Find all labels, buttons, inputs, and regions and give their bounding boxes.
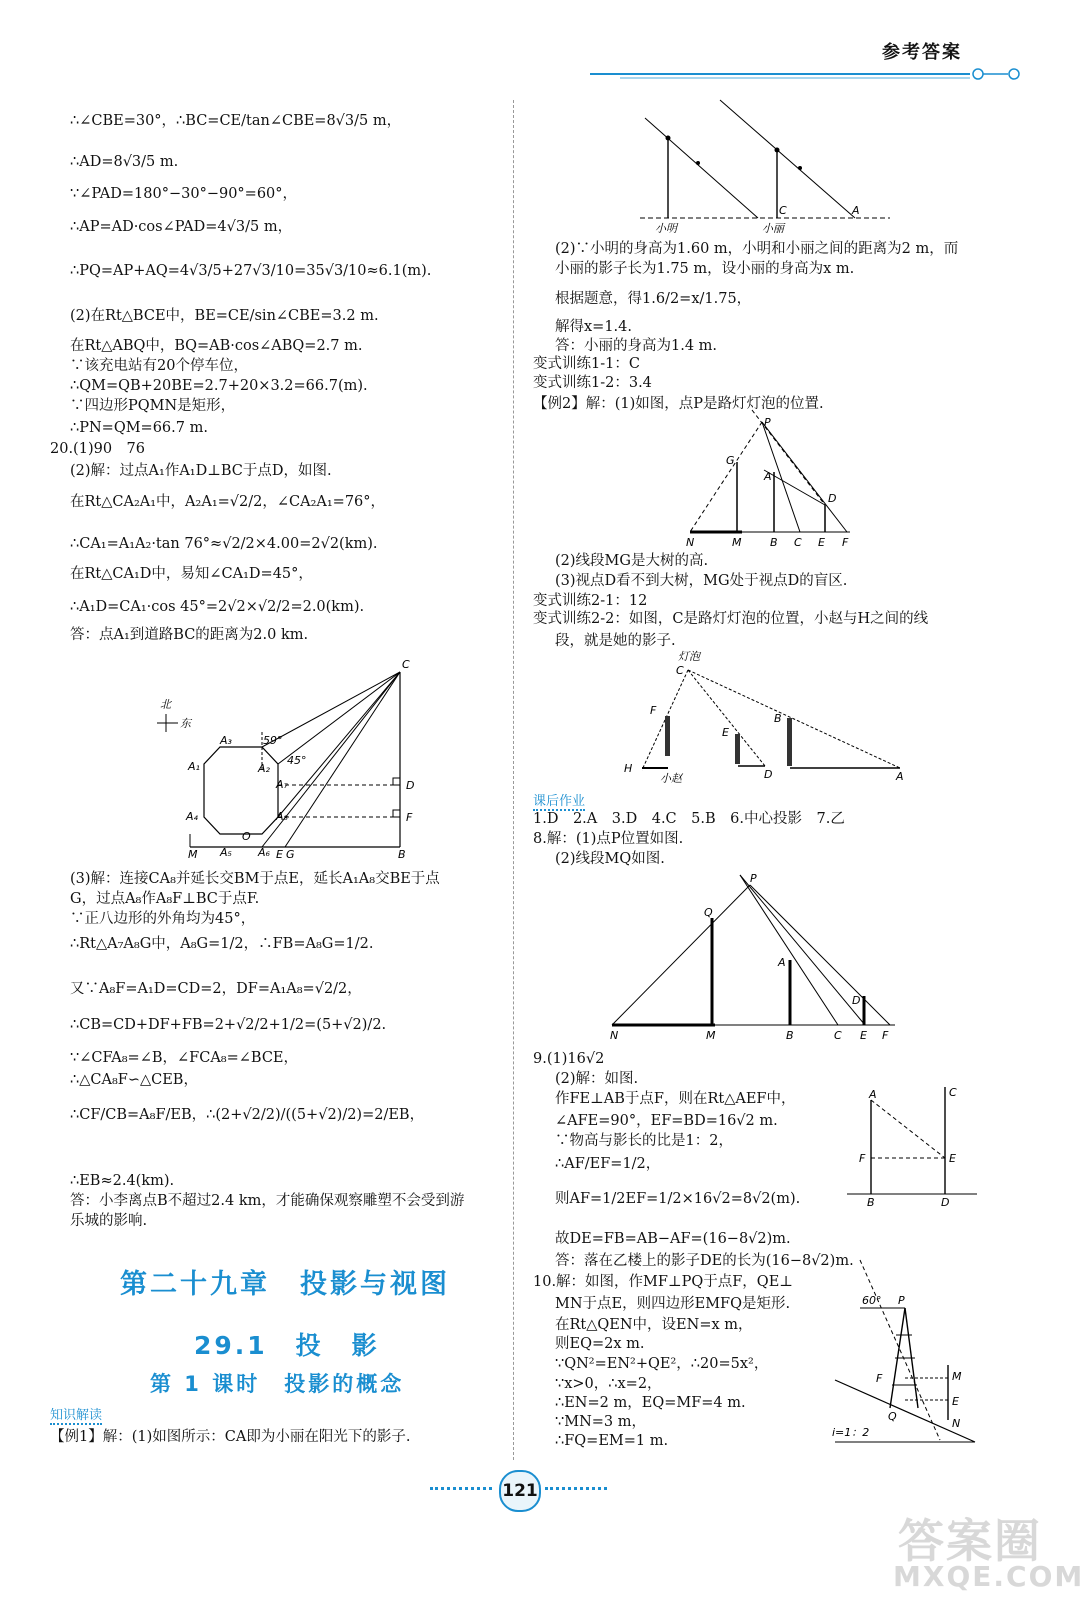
left-line: ∵∠PAD=180°−30°−90°=60°，	[70, 186, 298, 202]
fig-label: A₁	[188, 760, 200, 773]
fig-label: P	[764, 416, 771, 429]
figure-shadow-sun	[640, 100, 900, 235]
fig-label: N	[952, 1417, 961, 1430]
fig-label: C	[676, 664, 684, 677]
fig-label: 59°	[263, 734, 283, 747]
left-line: 在Rt△ABQ中，BQ=AB·cos∠ABQ=2.7 m.	[70, 338, 363, 354]
fig-label: E	[722, 726, 729, 739]
left-line: ∵∠CFA₈=∠B，∠FCA₈=∠BCE，	[70, 1050, 298, 1066]
fig-label: D	[941, 1196, 950, 1209]
right-line: (3)视点D看不到大树，MG处于视点D的盲区.	[555, 573, 848, 589]
right-line: 10.解：如图，作MF⊥PQ于点F，QE⊥	[533, 1274, 793, 1290]
fig-label: B	[774, 712, 782, 725]
right-line: 变式训练1-2：3.4	[533, 375, 652, 391]
fig-label: B	[786, 1029, 794, 1042]
left-line: ∴△CA₈F∽△CEB，	[70, 1072, 198, 1088]
left-line: 答：小李离点B不超过2.4 km，才能确保观察雕塑不会受到游	[70, 1193, 465, 1209]
fig-label: M	[732, 536, 742, 549]
right-line: 8.解：(1)点P位置如图.	[533, 831, 684, 847]
fig-label: A	[852, 204, 860, 217]
right-line: 则EQ=2x m.	[555, 1336, 645, 1352]
right-line: ∴AF/EF=1/2，	[555, 1156, 661, 1172]
fig-label: C	[834, 1029, 842, 1042]
fig-label: D	[764, 768, 773, 781]
right-line: (2)解：如图.	[555, 1071, 639, 1087]
left-line: ∴CB=CD+DF+FB=2+√2/2+1/2=(5+√2)/2.	[70, 1017, 387, 1033]
fig-label: F	[876, 1372, 883, 1385]
right-line: 小丽的影子长为1.75 m，设小丽的身高为x m.	[555, 261, 855, 277]
footer-dots-left	[430, 1487, 492, 1490]
header-rule	[590, 62, 1030, 82]
fig-label: Q	[704, 906, 713, 919]
fig-label: 小明	[655, 222, 677, 235]
fig-label: M	[952, 1370, 962, 1383]
fig-label: E	[952, 1395, 959, 1408]
header-title: 参考答案	[882, 42, 962, 63]
fig-label: C	[794, 536, 802, 549]
fig-label: A₇	[276, 778, 288, 791]
fig-label: 东	[180, 717, 191, 730]
right-line: 【例2】解：(1)如图，点P是路灯灯泡的位置.	[533, 396, 824, 412]
right-line: (2)线段MG是大树的高.	[555, 553, 709, 569]
fig-label: 小赵	[660, 772, 682, 785]
fig-label: A	[896, 770, 904, 783]
left-line: ∴PQ=AP+AQ=4√3/5+27√3/10=35√3/10≈6.1(m).	[70, 263, 432, 279]
fig-label: N	[610, 1029, 619, 1042]
fig-label: G	[726, 454, 735, 467]
left-line: 答：点A₁到道路BC的距离为2.0 km.	[70, 627, 309, 643]
left-line: G，过点A₈作A₈F⊥BC于点F.	[70, 891, 260, 907]
fig-label: C	[779, 204, 787, 217]
fig-label: F	[406, 811, 413, 824]
right-line: 变式训练2-1：12	[533, 593, 648, 609]
left-line: 又∵A₈F=A₁D=CD=2，DF=A₁A₈=√2/2，	[70, 981, 362, 997]
left-line: ∴CA₁=A₁A₂·tan 76°≈√2/2×4.00=2√2(km).	[70, 536, 378, 552]
fig-label: H	[624, 762, 633, 775]
fig-label: A₃	[220, 734, 232, 747]
right-line: 9.(1)16√2	[533, 1051, 605, 1067]
figure-lamp-tree	[682, 410, 862, 550]
left-line: ∴AP=AD·cos∠PAD=4√3/5 m，	[70, 219, 293, 235]
right-line: 变式训练2-2：如图，C是路灯灯泡的位置，小赵与H之间的线	[533, 611, 929, 627]
fig-label: F	[859, 1152, 866, 1165]
left-line: (2)在Rt△BCE中，BE=CE/sin∠CBE=3.2 m.	[70, 308, 379, 324]
fig-label: A	[869, 1088, 877, 1101]
fig-label: G	[286, 848, 295, 861]
right-line: 在Rt△QEN中，设EN=x m，	[555, 1317, 753, 1333]
watermark-top: 答案圈	[898, 1514, 1042, 1568]
right-line: 变式训练1-1：C	[533, 356, 640, 372]
left-line: 20.(1)90 76	[50, 441, 146, 457]
fig-label: A₂	[258, 762, 270, 775]
left-line: ∵四边形PQMN是矩形，	[70, 398, 236, 414]
fig-label: A₄	[186, 810, 198, 823]
left-line: ∴Rt△A₇A₈G中，A₈G=1/2，∴FB=A₈G=1/2.	[70, 936, 374, 952]
fig-label: A₅	[220, 846, 232, 859]
knowledge-tag: 知识解读	[50, 1404, 102, 1425]
right-line: 则AF=1/2EF=1/2×16√2=8√2(m).	[555, 1191, 801, 1207]
fig-label: B	[398, 848, 406, 861]
fig-label: A₈	[276, 810, 288, 823]
left-line: 在Rt△CA₁D中，易知∠CA₁D=45°，	[70, 566, 313, 582]
fig-label: Q	[888, 1410, 897, 1423]
left-line: 在Rt△CA₂A₁中，A₂A₁=√2/2，∠CA₂A₁=76°，	[70, 494, 386, 510]
fig-label: D	[852, 994, 861, 1007]
left-line: 乐城的影响.	[70, 1213, 148, 1229]
fig-label: 北	[160, 698, 171, 711]
right-line: ∵QN²=EN²+QE²，∴20=5x²，	[555, 1356, 769, 1372]
left-line: ∴QM=QB+20BE=2.7+20×3.2=66.7(m).	[70, 378, 368, 394]
right-line: 答：落在乙楼上的影子DE的长为(16−8√2)m.	[555, 1253, 854, 1269]
section-title: 29.1 投 影	[194, 1331, 380, 1360]
fig-label: A	[778, 956, 786, 969]
right-line: MN于点E，则四边形EMFQ是矩形.	[555, 1296, 791, 1312]
fig-label: E	[276, 848, 283, 861]
example1-line: 【例1】解：(1)如图所示：CA即为小丽在阳光下的影子.	[50, 1429, 411, 1445]
fig-label: E	[818, 536, 825, 549]
footer-dots-right	[545, 1487, 607, 1490]
right-line: 段，就是她的影子.	[555, 633, 676, 649]
fig-label: O	[242, 830, 251, 843]
left-line: ∵该充电站有20个停车位，	[70, 358, 248, 374]
figure-homework-8	[610, 870, 900, 1045]
fig-label: F	[882, 1029, 889, 1042]
right-line: ∠AFE=90°，EF=BD=16√2 m.	[555, 1113, 778, 1129]
right-line: 解得x=1.4.	[555, 319, 632, 335]
left-line: ∴EB≈2.4(km).	[70, 1173, 175, 1189]
chapter-title: 第二十九章 投影与视图	[120, 1269, 450, 1300]
right-line: ∵x>0，∴x=2，	[555, 1376, 662, 1392]
fig-label: M	[706, 1029, 716, 1042]
fig-label: F	[650, 704, 657, 717]
octagon-figure	[150, 652, 420, 862]
fig-label: A	[764, 470, 772, 483]
fig-label: i=1：2	[832, 1426, 870, 1439]
left-line: ∴CF/CB=A₈F/EB，∴(2+√2/2)/((5+√2)/2)=2/EB，	[70, 1107, 425, 1123]
left-line: ∵正八边形的外角均为45°，	[70, 911, 256, 927]
right-line: 答：小丽的身高为1.4 m.	[555, 338, 718, 354]
fig-label: F	[842, 536, 849, 549]
figure-homework-10	[830, 1260, 980, 1445]
left-line: ∴PN=QM=66.7 m.	[70, 420, 208, 436]
fig-label: D	[828, 492, 837, 505]
fig-label: M	[188, 848, 198, 861]
homework-tag: 课后作业	[533, 790, 585, 811]
right-line: ∵物高与影长的比是1：2，	[555, 1133, 733, 1149]
fig-label: D	[406, 779, 415, 792]
fig-label: E	[949, 1152, 956, 1165]
fig-label: N	[686, 536, 695, 549]
fig-label: 60°	[862, 1294, 882, 1307]
right-line: (2)线段MQ如图.	[555, 851, 665, 867]
right-line: 作FE⊥AB于点F，则在Rt△AEF中，	[555, 1091, 796, 1107]
fig-label: C	[949, 1086, 957, 1099]
fig-label: C	[402, 658, 410, 671]
fig-label: 灯泡	[678, 650, 700, 663]
fig-label: 小丽	[762, 222, 784, 235]
column-divider	[513, 100, 514, 1460]
fig-label: P	[898, 1294, 905, 1307]
fig-label: 45°	[287, 754, 307, 767]
left-line: (2)解：过点A₁作A₁D⊥BC于点D，如图.	[70, 463, 332, 479]
page-number: 121	[499, 1470, 541, 1512]
fig-label: P	[750, 872, 757, 885]
right-line: ∴FQ=EM=1 m.	[555, 1433, 669, 1449]
figure-homework-9	[845, 1082, 980, 1212]
left-line: ∴A₁D=CA₁·cos 45°=2√2×√2/2=2.0(km).	[70, 599, 365, 615]
right-line: 根据题意，得1.6/2=x/1.75，	[555, 291, 752, 307]
fig-label: B	[770, 536, 778, 549]
left-line: ∴AD=8√3/5 m.	[70, 154, 179, 170]
fig-label: A₆	[258, 846, 270, 859]
fig-label: B	[867, 1196, 875, 1209]
figure-lamp-people	[620, 648, 910, 783]
lesson-title: 第 1 课时 投影的概念	[150, 1372, 405, 1396]
watermark-bottom: MXQE.COM	[893, 1560, 1085, 1593]
right-line: 1.D 2.A 3.D 4.C 5.B 6.中心投影 7.乙	[533, 811, 845, 827]
fig-label: E	[860, 1029, 867, 1042]
right-line: ∴EN=2 m，EQ=MF=4 m.	[555, 1395, 746, 1411]
left-line: (3)解：连接CA₈并延长交BM于点E，延长A₁A₈交BE于点	[70, 871, 440, 887]
right-line: 故DE=FB=AB−AF=(16−8√2)m.	[555, 1231, 791, 1247]
right-line: (2)∵小明的身高为1.60 m，小明和小丽之间的距离为2 m，而	[555, 241, 959, 257]
left-line: ∴∠CBE=30°，∴BC=CE/tan∠CBE=8√3/5 m，	[70, 113, 402, 129]
right-line: ∵MN=3 m，	[555, 1414, 646, 1430]
